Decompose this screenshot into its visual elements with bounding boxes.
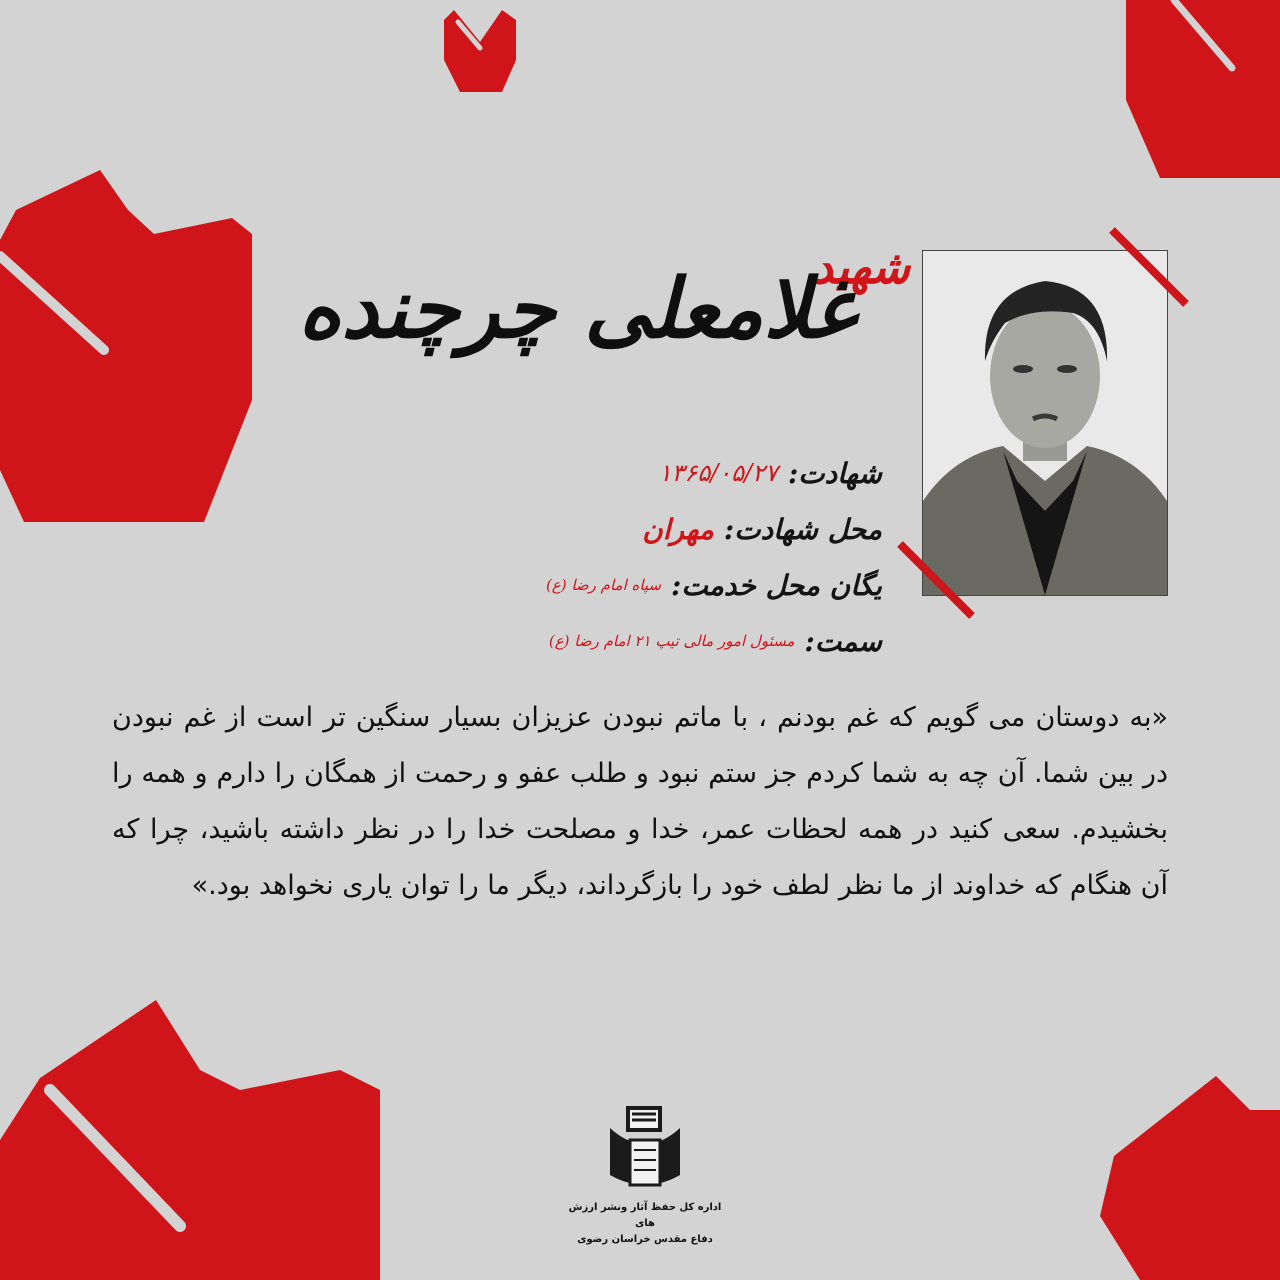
info-value: ۱۳۶۵/۰۵/۲۷ <box>658 459 778 487</box>
tulip-shape-icon <box>440 0 522 96</box>
tulip-shape-icon <box>0 1000 380 1280</box>
info-value: سپاه امام رضا (ع) <box>545 576 662 594</box>
tulip-shape-icon <box>1126 0 1280 180</box>
organization-name <box>560 1200 730 1248</box>
info-row-martyrdom-date <box>546 445 882 501</box>
info-label: سمت: <box>804 624 882 658</box>
martyr-name: غلامعلی چرچنده <box>298 261 855 357</box>
info-label: شهادت: <box>787 456 882 490</box>
martyr-info <box>546 445 882 669</box>
portrait-photo <box>922 250 1168 596</box>
info-value: مسئول امور مالی تیپ ۲۱ امام رضا (ع) <box>548 632 795 650</box>
info-row-service-unit <box>546 557 882 613</box>
organization-line-1: اداره کل حفظ آثار ونشر ارزش های <box>568 1202 722 1229</box>
emblem-logo-icon <box>600 1100 690 1200</box>
info-row-position <box>546 613 882 669</box>
tulip-shape-icon <box>0 170 256 524</box>
info-value: مهران <box>642 512 714 546</box>
testament-quote: «به دوستان می گویم که غم بودنم ، با ماتم نبودن عزیزان بسیار سنگین تر است از غم نبودن در بین شما. آن چه به شما کردم جز ستم نبود و طلب عفو و رحمت از همگان را دارم و همه را بخشیدم. سعی کنید در همه لحظات عمر، خدا و مصلحت خدا را در نظر داشته باشید، چرا که آن هنگام که خداوند از ما نظر لطف خود را بازگرداند، دیگر ما را توان یاری نخواهد بود.» <box>112 702 1168 901</box>
tulip-shape-icon <box>1100 1076 1280 1280</box>
title-prefix: شهید <box>812 240 910 294</box>
info-label: محل شهادت: <box>723 512 882 546</box>
organization-line-2: دفاع مقدس خراسان رضوی <box>577 1234 713 1245</box>
info-row-martyrdom-place <box>546 501 882 557</box>
info-label: یگان محل خدمت: <box>671 568 882 602</box>
